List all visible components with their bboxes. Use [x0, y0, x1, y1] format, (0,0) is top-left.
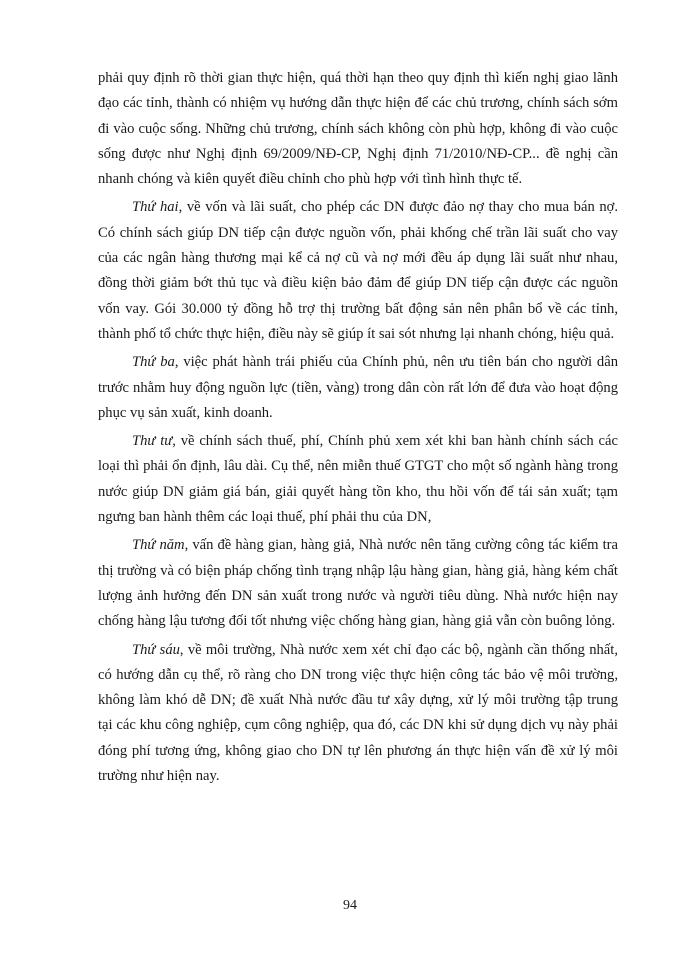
- paragraph-text: , vấn đề hàng gian, hàng giả, Nhà nước nên tăng cường công tác kiểm tra thị trường và có biện pháp chống tình trạng nhập lậu hàng gian, hàng giả, hàng kém chất lượng ảnh hưởng đến DN sản xuất trong nước và người tiêu dùng. Nhà nước hiện nay chống hàng lậu tương đối tốt nhưng việc chống hàng gian, hàng giả vẫn còn buông lỏng.: [98, 537, 618, 630]
- paragraph-3: [98, 350, 618, 426]
- paragraph-2: [98, 195, 618, 347]
- body-text: [98, 66, 618, 792]
- paragraph-text: phải quy định rõ thời gian thực hiện, quá thời hạn theo quy định thì kiến nghị giao lãnh đạo các tỉnh, thành có nhiệm vụ hướng dẫn thực hiện để các chủ trương, chính sách sớm đi vào cuộc sống. Những chủ trương, chính sách không còn phù hợp, không đi vào cuộc sống được như Nghị định 69/2009/NĐ-CP, Nghị định 71/2010/NĐ-CP... đề nghị cần nhanh chóng và kiên quyết điều chỉnh cho phù hợp với tình hình thực tế.: [98, 70, 618, 188]
- page-number: 94: [343, 898, 357, 913]
- paragraph-lead: Thứ ba: [132, 354, 175, 371]
- paragraph-lead: Thứ sáu: [132, 641, 180, 658]
- paragraph-text: , về vốn và lãi suất, cho phép các DN được đảo nợ thay cho mua bán nợ. Có chính sách giúp DN tiếp cận được nguồn vốn, phải khống chế trần lãi suất cho vay của các ngân hàng thương mại kể cả nợ cũ và nợ mới đều áp dụng lãi suất như nhau, đồng thời giảm bớt thủ tục và điều kiện bảo đảm để giúp DN tiếp cận được các nguồn vốn vay. Gói 30.000 tỷ đồng hỗ trợ thị trường bất động sản nên phân bổ về các tỉnh, thành phố tổ chức thực hiện, điều này sẽ giúp ít sai sót nhưng lại nhanh chóng, hiệu quả.: [98, 199, 618, 342]
- paragraph-4: [98, 429, 618, 530]
- paragraph-text: , về chính sách thuế, phí, Chính phủ xem xét khi ban hành chính sách các loại thì phải ổn định, lâu dài. Cụ thể, nên miễn thuế GTGT cho một số ngành hàng trong nước giúp DN giảm giá bán, giải quyết hàng tồn kho, thu hồi vốn để tái sản xuất; tạm ngưng ban hành thêm các loại thuế, phí phải thu của DN,: [98, 433, 618, 526]
- paragraph-5: [98, 533, 618, 634]
- paragraph-lead: Thứ năm: [132, 537, 185, 554]
- paragraph-lead: Thứ hai: [132, 199, 179, 216]
- paragraph-text: , việc phát hành trái phiếu của Chính phủ, nên ưu tiên bán cho người dân trước nhằm huy động nguồn lực (tiền, vàng) trong dân còn rất lớn để đưa vào hoạt động phục vụ sản xuất, kinh doanh.: [98, 354, 618, 421]
- paragraph-text: , về môi trường, Nhà nước xem xét chỉ đạo các bộ, ngành cần thống nhất, có hướng dẫn cụ thể, rõ ràng cho DN trong việc thực hiện công tác bảo vệ môi trường, không làm khó dễ DN; đề xuất Nhà nước đầu tư xây dựng, xử lý môi trường tập trung tại các khu công nghiệp, cụm công nghiệp, qua đó, các DN khi sử dụng dịch vụ này phải đóng phí tương ứng, không giao cho DN tự lên phương án thực hiện vấn đề xử lý môi trường như hiện nay.: [98, 641, 618, 785]
- paragraph-lead: Thư tư: [132, 433, 173, 450]
- paragraph-6: [98, 638, 618, 790]
- paragraph-1: [98, 66, 618, 192]
